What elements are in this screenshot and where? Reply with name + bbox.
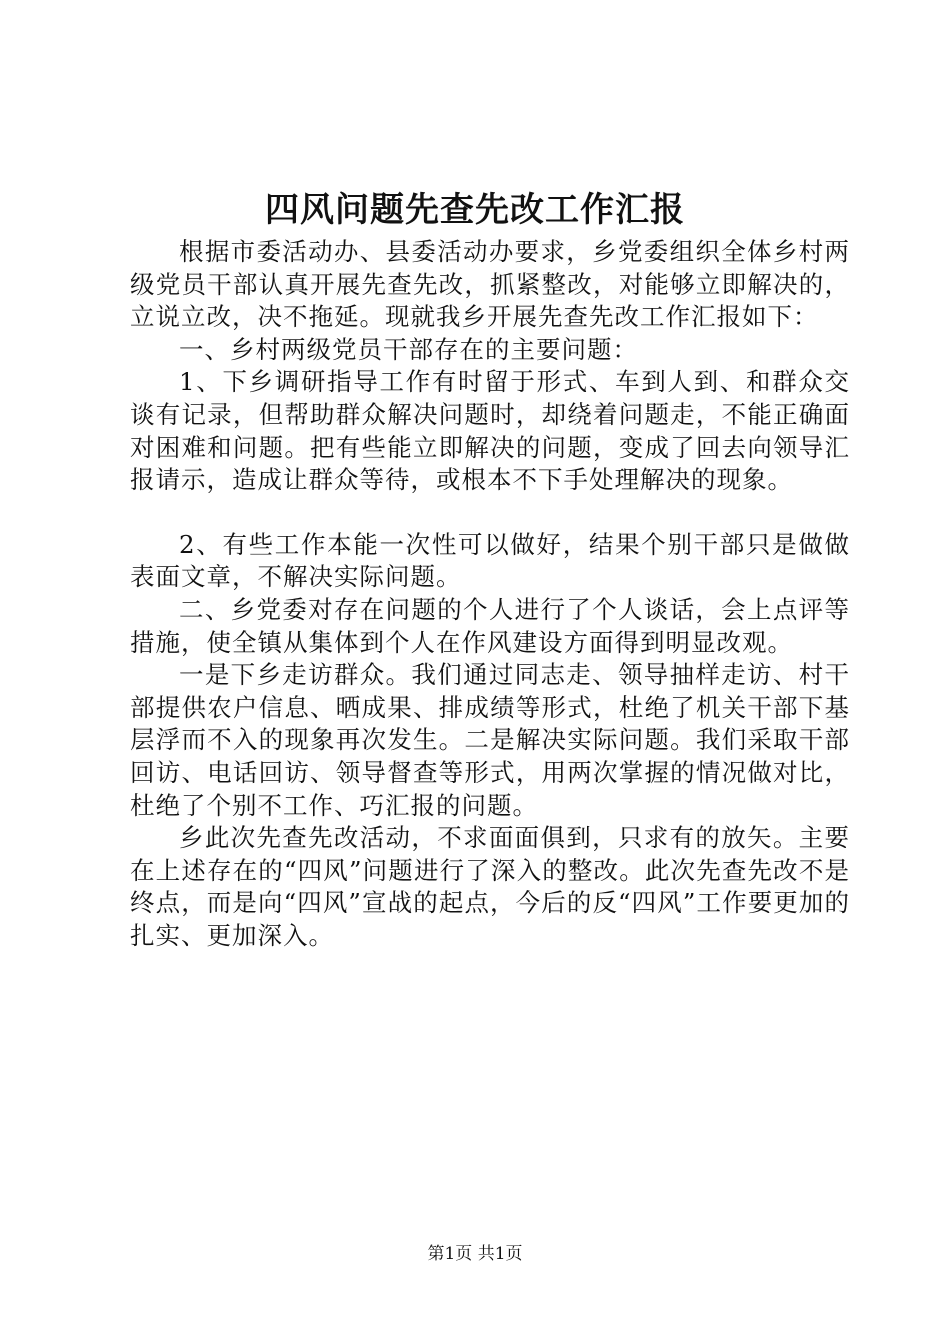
document-body bbox=[130, 236, 850, 952]
paragraph-problem-two: 2、有些工作本能一次性可以做好，结果个别干部只是做做表面文章，不解决实际问题。 bbox=[130, 529, 850, 592]
paragraph-measures: 一是下乡走访群众。我们通过同志走、领导抽样走访、村干部提供农户信息、晒成果、排成绩等形式，杜绝了机关干部下基层浮而不入的现象再次发生。二是解决实际问题。我们采取干部回访、电话回访、领导督查等形式，用两次掌握的情况做对比，杜绝了个别不工作、巧汇报的问题。 bbox=[130, 660, 850, 820]
page-footer: 第1页 共1页 bbox=[427, 1244, 523, 1264]
paragraph-section-one-heading: 一、乡村两级党员干部存在的主要问题： bbox=[179, 334, 638, 364]
paragraph-conclusion: 乡此次先查先改活动，不求面面俱到，只求有的放矢。主要在上述存在的“四风”问题进行了深入的整改。此次先查先改不是终点，而是向“四风”宣战的起点，今后的反“四风”工作要更加的扎实、更加深入。 bbox=[130, 823, 850, 950]
document-title: 四风问题先查先改工作汇报 bbox=[265, 190, 685, 230]
paragraph-problem-one: 1、下乡调研指导工作有时留于形式、车到人到、和群众交谈有记录，但帮助群众解决问题时，却绕着问题走，不能正确面对困难和问题。把有些能立即解决的问题，变成了回去向领导汇报请示，造成让群众等待，或根本不下手处理解决的现象。 bbox=[130, 367, 850, 495]
paragraph-intro: 根据市委活动办、县委活动办要求，乡党委组织全体乡村两级党员干部认真开展先查先改，抓紧整改，对能够立即解决的，立说立改，决不拖延。现就我乡开展先查先改工作汇报如下： bbox=[130, 237, 850, 332]
paragraph-section-two-heading: 二、乡党委对存在问题的个人进行了个人谈话，会上点评等措施，使全镇从集体到个人在作风建设方面得到明显改观。 bbox=[130, 594, 850, 657]
